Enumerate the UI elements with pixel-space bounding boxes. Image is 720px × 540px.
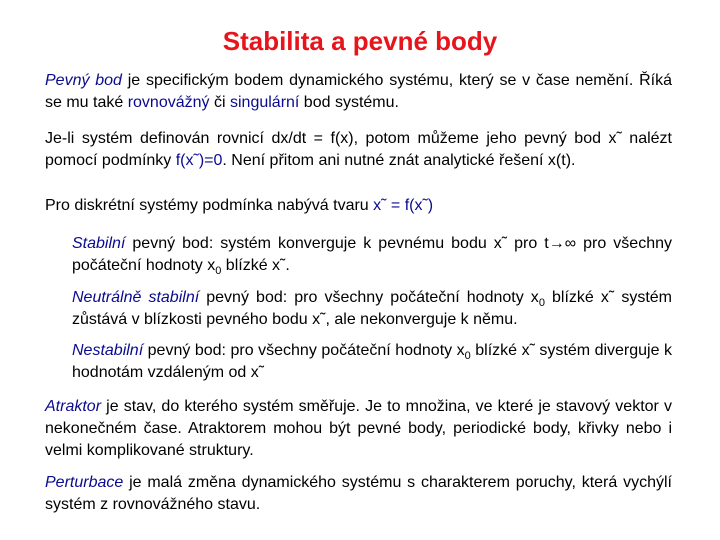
paragraph-continuous: Je-li systém definován rovnicí dx/dt = f(x), potom můžeme jeho pevný bod x˜ nalézt pomocí podmínky f(x˜)=0. Není přitom ani nutné znát analytické řešení x(t). [45,130,672,169]
slide-title: Stabilita a pevné body [222,26,498,56]
paragraph-attractor: Atraktor je stav, do kterého systém směřuje. Je to množina, ve které je stavový vektor v nekonečném čase. Atraktorem mohou být pevné body, periodické body, křivky nebo i velmi komplikované struktury. [45,398,672,459]
term-fixed-point: Pevný bod [45,72,122,89]
term-attractor: Atraktor [45,398,102,415]
paragraph-fixed-point: Pevný bod je specifickým bodem dynamického systému, který se v čase nemění. Říká se mu také rovnovážný či singulární bod systému. [45,72,672,111]
paragraph-neutral: Neutrálně stabilní pevný bod: pro všechny počáteční hodnoty $x_0$ blízké x˜ systém zůstává v blízkosti pevného bodu x˜, ale nekonverguje k němu. [72,289,673,328]
term-perturbation: Perturbace [45,474,124,491]
term-neutral: Neutrálně stabilní [72,289,200,306]
paragraph-unstable: Nestabilní pevný bod: pro všechny počáteční hodnoty $x_0$ blízké x˜ systém diverguje k hodnotám vzdáleným od x˜ [72,342,673,381]
paragraph-discrete: Pro diskrétní systémy podmínka nabývá tvaru x˜ = f(x˜) [45,197,434,214]
paragraph-perturbation: Perturbace je malá změna dynamického systému s charakterem poruchy, která vychýlí systém z rovnovážného stavu. [45,474,672,513]
paragraph-stable: Stabilní pevný bod: systém konverguje k pevnému bodu x˜ pro t→∞ pro všechny počáteční hodnoty $x_0$ blízké x˜. [72,235,672,278]
term-unstable: Nestabilní [72,342,144,359]
term-stable: Stabilní [72,235,126,252]
